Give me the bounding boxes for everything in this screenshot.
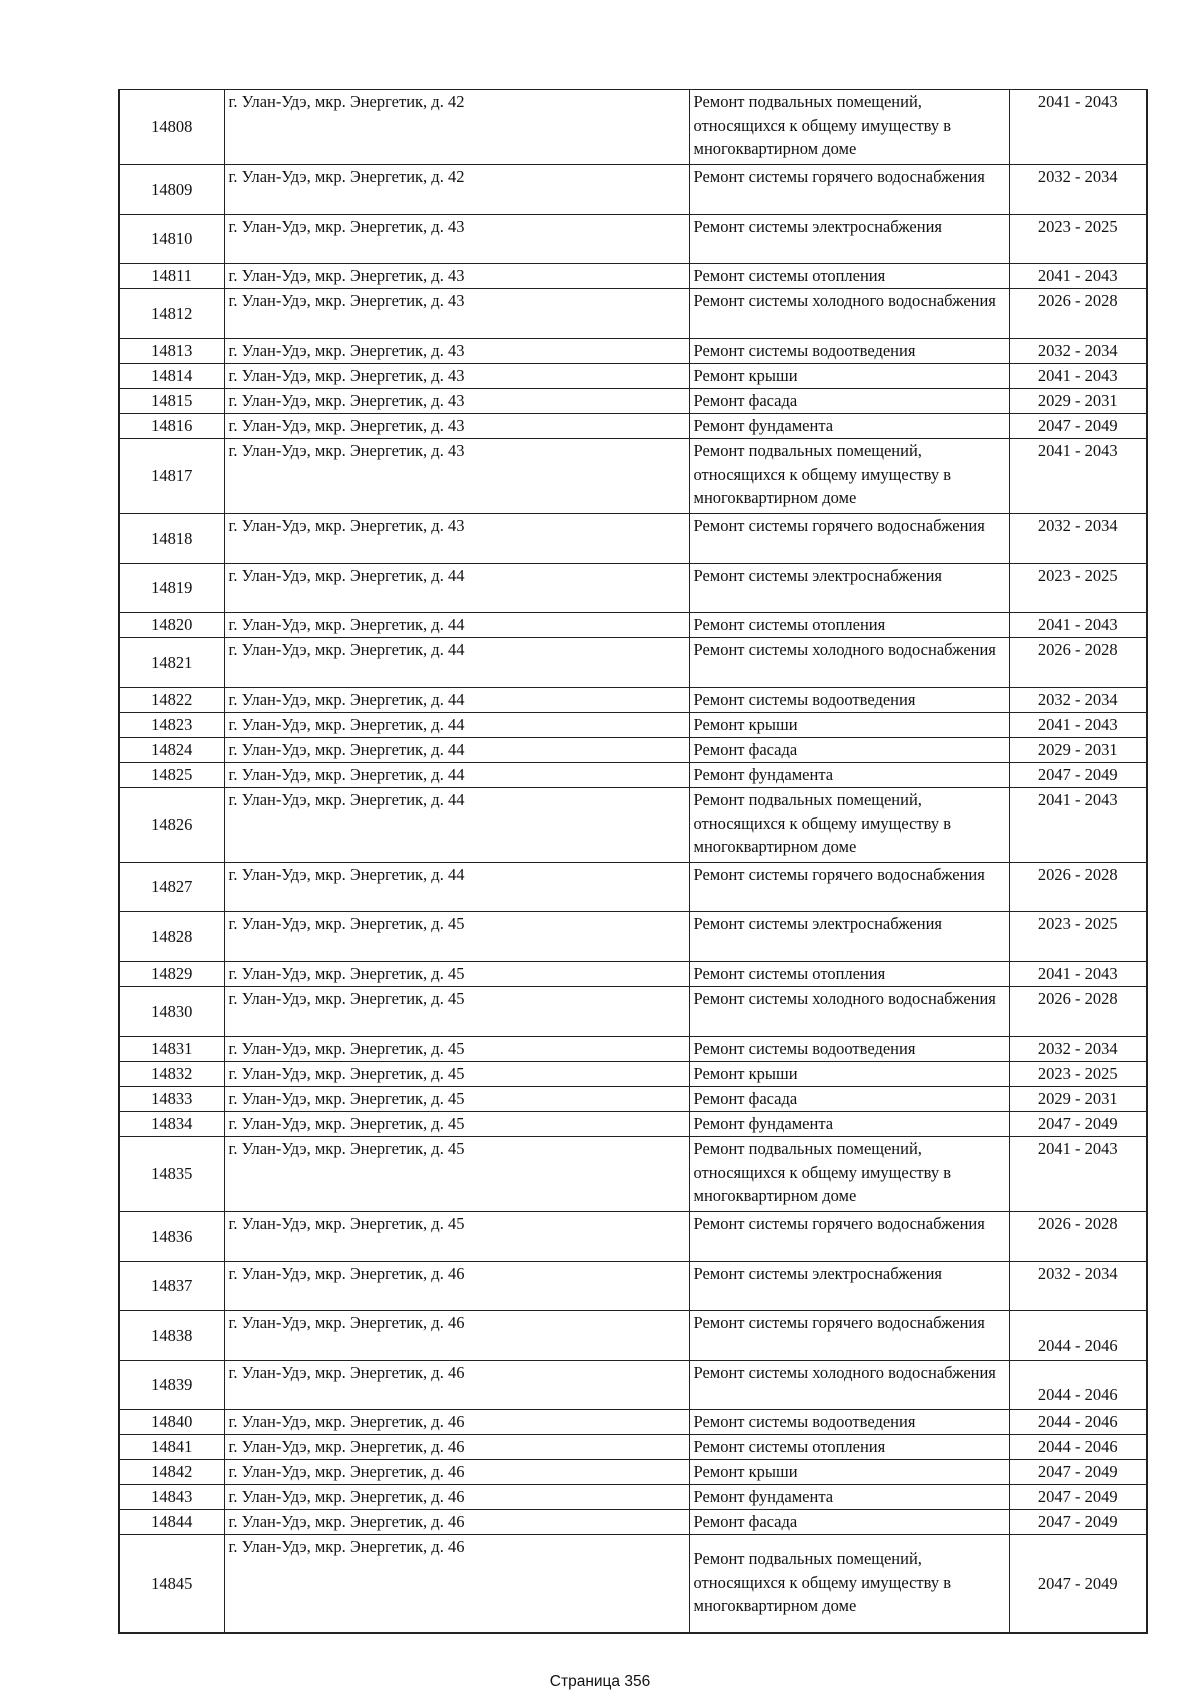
row-number: 14842 [119,1460,224,1485]
table-row [119,339,1147,364]
row-period: 2047 - 2049 [1009,763,1147,788]
row-period: 2044 - 2046 [1009,1311,1147,1361]
table-row [119,713,1147,738]
table-row [119,1062,1147,1087]
row-work-type: Ремонт крыши [689,364,1009,389]
page-number: Страница 356 [549,1673,651,1690]
row-address: г. Улан-Удэ, мкр. Энергетик, д. 46 [224,1262,689,1311]
row-period: 2041 - 2043 [1009,364,1147,389]
row-number: 14822 [119,688,224,713]
row-work-type: Ремонт системы горячего водоснабжения [689,863,1009,912]
row-work-type: Ремонт системы электроснабжения [689,912,1009,962]
row-number: 14829 [119,962,224,987]
row-work-type: Ремонт фасада [689,389,1009,414]
table-row [119,863,1147,912]
table-row [119,564,1147,613]
table-row [119,1535,1147,1633]
row-period: 2029 - 2031 [1009,738,1147,763]
row-period: 2026 - 2028 [1009,863,1147,912]
row-address: г. Улан-Удэ, мкр. Энергетик, д. 46 [224,1435,689,1460]
row-period: 2032 - 2034 [1009,165,1147,215]
row-work-type: Ремонт системы электроснабжения [689,564,1009,613]
row-address: г. Улан-Удэ, мкр. Энергетик, д. 46 [224,1535,689,1633]
row-address: г. Улан-Удэ, мкр. Энергетик, д. 44 [224,788,689,863]
row-work-type: Ремонт крыши [689,1062,1009,1087]
row-address: г. Улан-Удэ, мкр. Энергетик, д. 44 [224,713,689,738]
row-work-type: Ремонт крыши [689,713,1009,738]
row-period: 2047 - 2049 [1009,1510,1147,1535]
row-work-type: Ремонт системы электроснабжения [689,215,1009,264]
table-row [119,1137,1147,1212]
row-work-type: Ремонт фундамента [689,763,1009,788]
row-address: г. Улан-Удэ, мкр. Энергетик, д. 42 [224,165,689,215]
table-row [119,1460,1147,1485]
table-row [119,1485,1147,1510]
row-address: г. Улан-Удэ, мкр. Энергетик, д. 46 [224,1460,689,1485]
row-period: 2032 - 2034 [1009,688,1147,713]
row-address: г. Улан-Удэ, мкр. Энергетик, д. 45 [224,1037,689,1062]
row-number: 14836 [119,1212,224,1262]
row-work-type: Ремонт подвальных помещений, относящихся к общему имуществу в многоквартирном доме [689,788,1009,863]
row-address: г. Улан-Удэ, мкр. Энергетик, д. 45 [224,1112,689,1137]
row-number: 14840 [119,1410,224,1435]
row-address: г. Улан-Удэ, мкр. Энергетик, д. 44 [224,863,689,912]
row-address: г. Улан-Удэ, мкр. Энергетик, д. 44 [224,564,689,613]
table-row [119,439,1147,514]
row-number: 14816 [119,414,224,439]
row-work-type: Ремонт системы холодного водоснабжения [689,1361,1009,1410]
table-row [119,1410,1147,1435]
row-number: 14818 [119,514,224,564]
row-period: 2041 - 2043 [1009,788,1147,863]
row-work-type: Ремонт системы водоотведения [689,1410,1009,1435]
row-address: г. Улан-Удэ, мкр. Энергетик, д. 46 [224,1410,689,1435]
row-number: 14837 [119,1262,224,1311]
row-work-type: Ремонт системы электроснабжения [689,1262,1009,1311]
row-address: г. Улан-Удэ, мкр. Энергетик, д. 43 [224,289,689,339]
row-work-type: Ремонт фасада [689,1510,1009,1535]
row-work-type: Ремонт подвальных помещений, относящихся к общему имуществу в многоквартирном доме [689,1535,1009,1633]
table-row [119,389,1147,414]
row-period: 2032 - 2034 [1009,514,1147,564]
table-row [119,1212,1147,1262]
row-work-type: Ремонт подвальных помещений, относящихся к общему имуществу в многоквартирном доме [689,439,1009,514]
row-work-type: Ремонт системы холодного водоснабжения [689,289,1009,339]
row-period: 2026 - 2028 [1009,1212,1147,1262]
table-row [119,1311,1147,1361]
table-row [119,688,1147,713]
row-work-type: Ремонт системы холодного водоснабжения [689,987,1009,1037]
row-address: г. Улан-Удэ, мкр. Энергетик, д. 44 [224,763,689,788]
repair-schedule-table [118,89,1148,1634]
row-address: г. Улан-Удэ, мкр. Энергетик, д. 43 [224,364,689,389]
row-address: г. Улан-Удэ, мкр. Энергетик, д. 45 [224,1212,689,1262]
row-work-type: Ремонт фундамента [689,414,1009,439]
table-row [119,264,1147,289]
row-address: г. Улан-Удэ, мкр. Энергетик, д. 44 [224,738,689,763]
row-work-type: Ремонт системы горячего водоснабжения [689,1212,1009,1262]
row-number: 14825 [119,763,224,788]
row-number: 14841 [119,1435,224,1460]
row-work-type: Ремонт фасада [689,738,1009,763]
table-row [119,1435,1147,1460]
row-period: 2032 - 2034 [1009,1037,1147,1062]
row-work-type: Ремонт системы отопления [689,962,1009,987]
row-number: 14832 [119,1062,224,1087]
row-period: 2041 - 2043 [1009,962,1147,987]
row-period: 2029 - 2031 [1009,1087,1147,1112]
table-row [119,1262,1147,1311]
row-work-type: Ремонт системы отопления [689,613,1009,638]
row-period: 2041 - 2043 [1009,713,1147,738]
table-row [119,1361,1147,1410]
row-period: 2026 - 2028 [1009,987,1147,1037]
row-address: г. Улан-Удэ, мкр. Энергетик, д. 43 [224,215,689,264]
row-address: г. Улан-Удэ, мкр. Энергетик, д. 45 [224,962,689,987]
row-address: г. Улан-Удэ, мкр. Энергетик, д. 44 [224,613,689,638]
row-number: 14831 [119,1037,224,1062]
table-row [119,962,1147,987]
table-row [119,514,1147,564]
row-work-type: Ремонт системы водоотведения [689,1037,1009,1062]
row-address: г. Улан-Удэ, мкр. Энергетик, д. 46 [224,1311,689,1361]
row-number: 14827 [119,863,224,912]
row-address: г. Улан-Удэ, мкр. Энергетик, д. 43 [224,389,689,414]
table-row [119,912,1147,962]
row-number: 14811 [119,264,224,289]
row-address: г. Улан-Удэ, мкр. Энергетик, д. 43 [224,264,689,289]
table-body [119,90,1147,1633]
row-work-type: Ремонт фундамента [689,1112,1009,1137]
row-period: 2032 - 2034 [1009,339,1147,364]
row-period: 2041 - 2043 [1009,439,1147,514]
row-address: г. Улан-Удэ, мкр. Энергетик, д. 46 [224,1485,689,1510]
table-row [119,738,1147,763]
table-row [119,638,1147,688]
row-work-type: Ремонт системы горячего водоснабжения [689,165,1009,215]
row-period: 2026 - 2028 [1009,289,1147,339]
row-number: 14843 [119,1485,224,1510]
row-period: 2032 - 2034 [1009,1262,1147,1311]
row-address: г. Улан-Удэ, мкр. Энергетик, д. 45 [224,1137,689,1212]
row-number: 14810 [119,215,224,264]
row-number: 14812 [119,289,224,339]
row-number: 14830 [119,987,224,1037]
row-address: г. Улан-Удэ, мкр. Энергетик, д. 46 [224,1510,689,1535]
table-row [119,613,1147,638]
table-row [119,1037,1147,1062]
row-work-type: Ремонт системы отопления [689,264,1009,289]
row-number: 14817 [119,439,224,514]
row-period: 2023 - 2025 [1009,1062,1147,1087]
row-work-type: Ремонт системы холодного водоснабжения [689,638,1009,688]
row-period: 2044 - 2046 [1009,1435,1147,1460]
row-address: г. Улан-Удэ, мкр. Энергетик, д. 43 [224,339,689,364]
row-address: г. Улан-Удэ, мкр. Энергетик, д. 43 [224,439,689,514]
row-number: 14835 [119,1137,224,1212]
row-period: 2023 - 2025 [1009,215,1147,264]
row-address: г. Улан-Удэ, мкр. Энергетик, д. 46 [224,1361,689,1410]
row-period: 2041 - 2043 [1009,613,1147,638]
table-row [119,289,1147,339]
row-address: г. Улан-Удэ, мкр. Энергетик, д. 45 [224,987,689,1037]
table-row [119,215,1147,264]
row-period: 2047 - 2049 [1009,1485,1147,1510]
table-row [119,364,1147,389]
table-row [119,1510,1147,1535]
table-row [119,90,1147,165]
row-number: 14838 [119,1311,224,1361]
row-number: 14834 [119,1112,224,1137]
row-work-type: Ремонт системы водоотведения [689,339,1009,364]
row-period: 2047 - 2049 [1009,414,1147,439]
row-address: г. Улан-Удэ, мкр. Энергетик, д. 44 [224,638,689,688]
row-work-type: Ремонт системы горячего водоснабжения [689,514,1009,564]
row-address: г. Улан-Удэ, мкр. Энергетик, д. 44 [224,688,689,713]
row-number: 14823 [119,713,224,738]
row-number: 14819 [119,564,224,613]
row-work-type: Ремонт подвальных помещений, относящихся к общему имуществу в многоквартирном доме [689,90,1009,165]
row-number: 14824 [119,738,224,763]
row-number: 14813 [119,339,224,364]
row-work-type: Ремонт фасада [689,1087,1009,1112]
row-period: 2026 - 2028 [1009,638,1147,688]
row-number: 14828 [119,912,224,962]
table-row [119,414,1147,439]
row-work-type: Ремонт подвальных помещений, относящихся к общему имуществу в многоквартирном доме [689,1137,1009,1212]
row-period: 2047 - 2049 [1009,1460,1147,1485]
row-number: 14820 [119,613,224,638]
table-row [119,987,1147,1037]
row-period: 2023 - 2025 [1009,564,1147,613]
row-period: 2041 - 2043 [1009,90,1147,165]
row-address: г. Улан-Удэ, мкр. Энергетик, д. 43 [224,514,689,564]
table-row [119,1087,1147,1112]
row-period: 2044 - 2046 [1009,1361,1147,1410]
row-number: 14808 [119,90,224,165]
table-row [119,1112,1147,1137]
row-work-type: Ремонт фундамента [689,1485,1009,1510]
row-period: 2023 - 2025 [1009,912,1147,962]
row-period: 2041 - 2043 [1009,264,1147,289]
row-period: 2041 - 2043 [1009,1137,1147,1212]
row-address: г. Улан-Удэ, мкр. Энергетик, д. 45 [224,1062,689,1087]
row-address: г. Улан-Удэ, мкр. Энергетик, д. 45 [224,912,689,962]
row-number: 14845 [119,1535,224,1633]
row-period: 2029 - 2031 [1009,389,1147,414]
row-period: 2047 - 2049 [1009,1535,1147,1633]
row-work-type: Ремонт системы отопления [689,1435,1009,1460]
row-work-type: Ремонт системы водоотведения [689,688,1009,713]
table-row [119,788,1147,863]
row-address: г. Улан-Удэ, мкр. Энергетик, д. 43 [224,414,689,439]
row-number: 14821 [119,638,224,688]
row-number: 14826 [119,788,224,863]
row-number: 14844 [119,1510,224,1535]
row-number: 14815 [119,389,224,414]
table-row [119,763,1147,788]
row-address: г. Улан-Удэ, мкр. Энергетик, д. 42 [224,90,689,165]
row-address: г. Улан-Удэ, мкр. Энергетик, д. 45 [224,1087,689,1112]
row-work-type: Ремонт крыши [689,1460,1009,1485]
row-number: 14814 [119,364,224,389]
row-number: 14833 [119,1087,224,1112]
row-period: 2047 - 2049 [1009,1112,1147,1137]
row-number: 14809 [119,165,224,215]
row-period: 2044 - 2046 [1009,1410,1147,1435]
row-number: 14839 [119,1361,224,1410]
table-row [119,165,1147,215]
row-work-type: Ремонт системы горячего водоснабжения [689,1311,1009,1361]
